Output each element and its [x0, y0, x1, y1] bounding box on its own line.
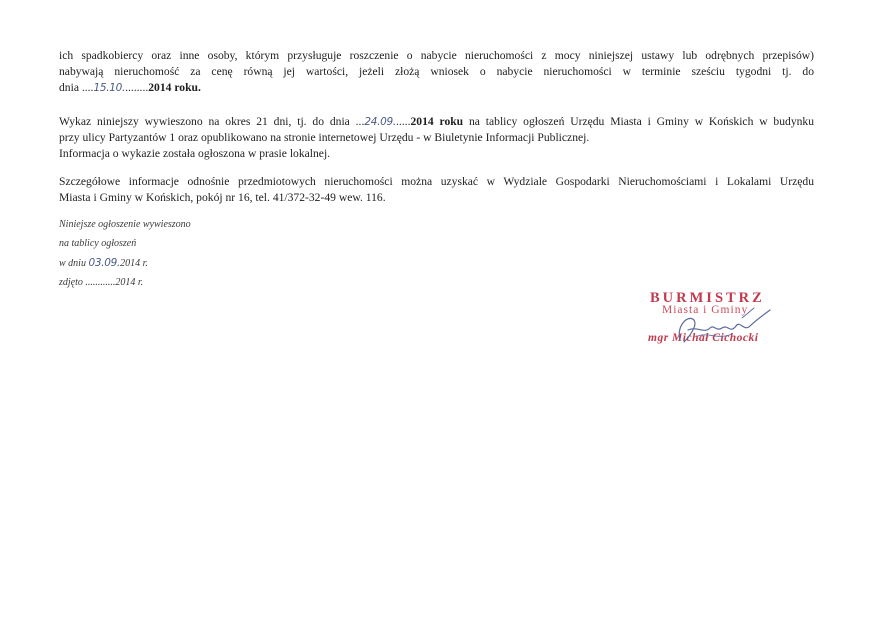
handwritten-posted-date: 03.09. — [88, 257, 121, 269]
stamp-subtitle: Miasta i Gminy — [662, 304, 749, 316]
paragraph-line: Szczegółowe informacje odnośnie przedmiotowych nieruchomości można uzyskać w Wydziale Gospodarki Nieruchomościami i Lokalami Urzędu — [59, 175, 814, 188]
stamp-name: mgr Michał Cichocki — [648, 332, 759, 344]
posting-dots: ..... — [395, 115, 411, 128]
posting-year: 2014 roku — [410, 115, 464, 128]
note-posted-date — [59, 257, 148, 269]
stamp-title: BURMISTRZ — [650, 290, 765, 306]
paragraph-line: ich spadkobiercy oraz inne osoby, którym przysługuje roszczenie o nabycie nieruchomości z mocy niniejszej ustawy lub odrębnych przepisów) — [59, 49, 814, 62]
deadline-prefix: dnia .... — [59, 81, 94, 94]
paragraph-line: nabywają nieruchomość za cenę równą jej wartości, jeżeli złożą wniosek o nabycie nieruchomości w terminie sześciu tygodni tj. do — [59, 65, 814, 78]
note-line: Niniejsze ogłoszenie wywieszono — [59, 219, 191, 230]
signature-icon — [658, 296, 788, 356]
posting-line — [59, 114, 814, 130]
note-prefix: w dniu — [59, 258, 89, 269]
deadline-dots: ........ — [125, 81, 149, 94]
paragraph-posting-info — [59, 114, 814, 162]
deadline-year: 2014 roku. — [148, 81, 201, 94]
note-removed-date — [59, 277, 143, 288]
note-prefix: zdjęto — [59, 277, 86, 288]
note-dots: ............ — [85, 277, 116, 288]
paragraph-line: Informacja o wykazie została ogłoszona w prasie lokalnej. — [59, 147, 331, 160]
deadline-line — [59, 80, 814, 96]
paragraph-line: przy ulicy Partyzantów 1 oraz opublikowano na stronie internetowej Urzędu - w Biuletynie Informacji Publicznej. — [59, 131, 590, 144]
handwritten-posting-date: 24.09. — [364, 116, 396, 128]
paragraph-purchase-right — [59, 48, 814, 96]
paragraph-line: Miasta i Gminy w Końskich, pokój nr 16, tel. 41/372-32-49 wew. 116. — [59, 191, 386, 204]
handwritten-deadline-date: 15.10. — [93, 82, 126, 94]
note-year: 2014 r. — [120, 258, 148, 269]
posting-prefix: Wykaz niniejszy wywieszono na okres 21 dni, tj. do dnia ... — [59, 115, 365, 128]
paragraph-contact-info — [59, 174, 814, 206]
note-year: 2014 r. — [115, 277, 144, 288]
note-line: na tablicy ogłoszeń — [59, 238, 137, 249]
mayor-stamp — [640, 290, 800, 360]
posting-suffix: na tablicy ogłoszeń Urzędu Miasta i Gminy w Końskich w budynku — [463, 115, 815, 128]
